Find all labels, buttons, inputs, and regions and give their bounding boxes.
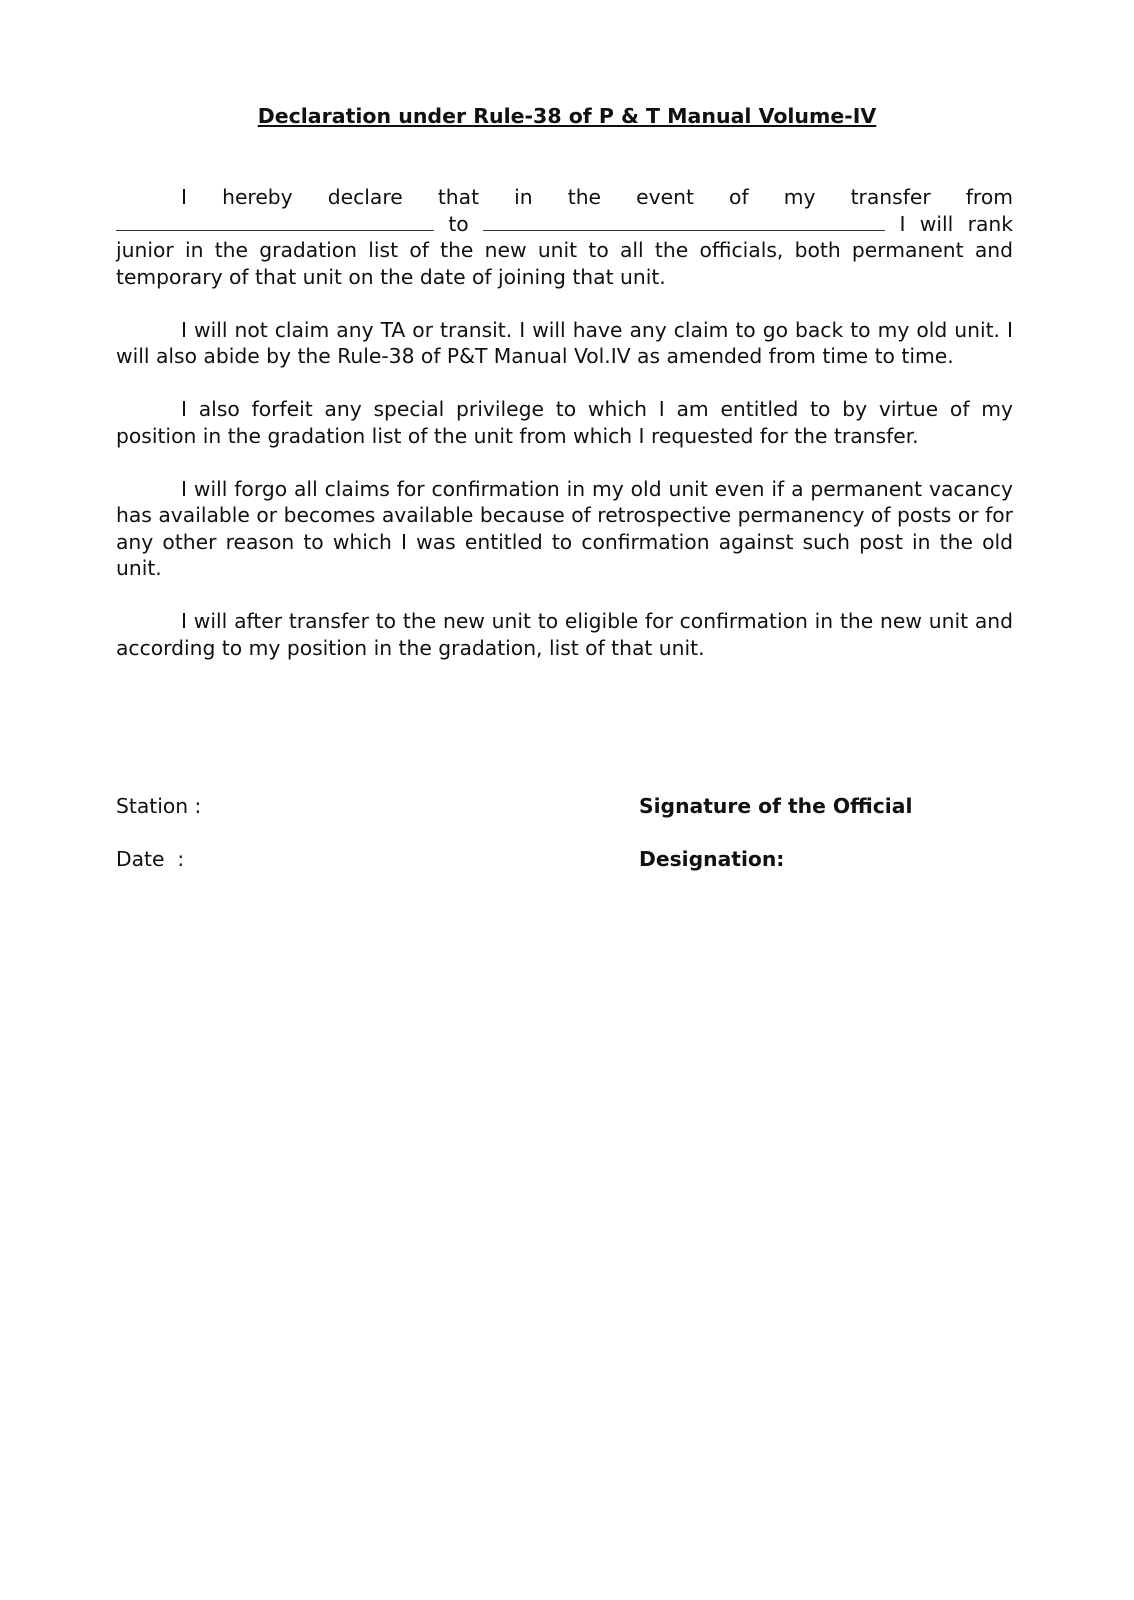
paragraph-3: I also forfeit any special privilege to which I am entitled to by virtue of my position in the gradation list of the unit from which I requested for the transfer. xyxy=(116,397,1013,448)
p1-text-a: I hereby declare that in the event of my transfer from xyxy=(181,185,1013,209)
station-label: Station : xyxy=(116,794,202,818)
to-unit-blank[interactable] xyxy=(483,212,885,231)
designation-label: Designation: xyxy=(639,847,785,871)
signature-label: Signature of the Official xyxy=(639,794,913,818)
paragraph-1 xyxy=(116,184,1013,290)
date-label: Date : xyxy=(116,847,185,871)
p1-text-c: I will rank junior in the gradation list of the new unit to all the officials, both permanent and temporary of that unit on the date of joining that unit. xyxy=(116,211,1013,289)
document-title: Declaration under Rule-38 of P & T Manual Volume-IV xyxy=(257,104,877,128)
paragraph-4: I will forgo all claims for confirmation in my old unit even if a permanent vacancy has available or becomes available because of retrospective permanency of posts or for any other reason to which I was entitled to confirmation against such post in the old unit. xyxy=(116,476,1013,580)
paragraph-2: I will not claim any TA or transit. I will have any claim to go back to my old unit. I will also abide by the Rule-38 of P&T Manual Vol.IV as amended from time to time. xyxy=(116,317,1013,368)
from-unit-blank[interactable] xyxy=(116,212,434,231)
paragraph-5: I will after transfer to the new unit to eligible for confirmation in the new unit and according to my position in the gradation, list of that unit. xyxy=(116,609,1013,660)
p1-text-b: to xyxy=(448,211,469,236)
declaration-body xyxy=(116,184,1013,688)
